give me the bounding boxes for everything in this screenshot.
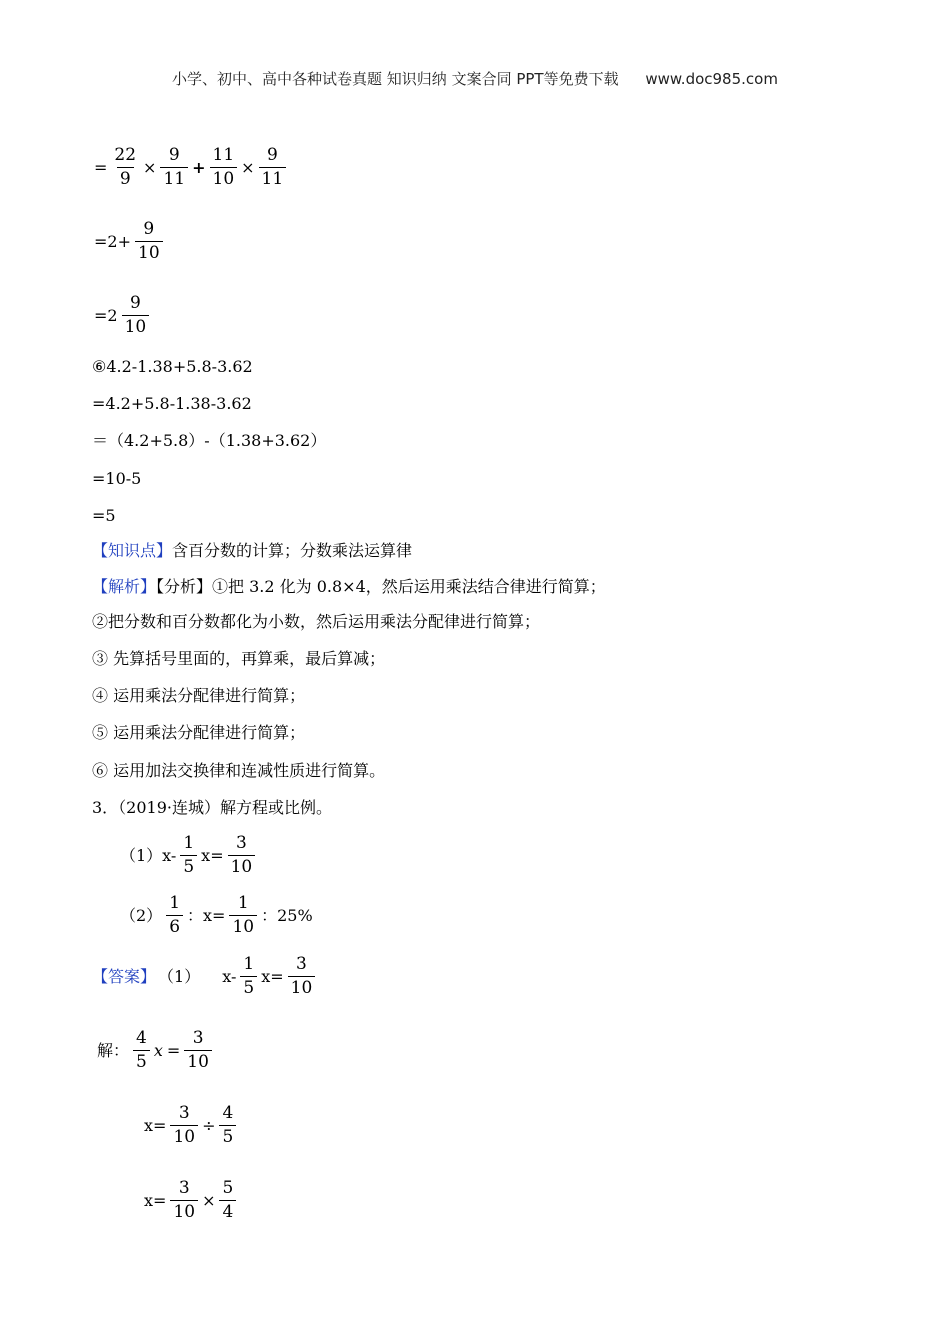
answer-solve-step: 解： $\frac{4}{5}$ x = $\frac{3}{10}$ [95, 1029, 214, 1072]
question-3-part-1: （1）x- $\frac{1}{5}$ x= $\frac{3}{10}$ [118, 834, 257, 877]
fraction: $\frac{1}{5}$ [180, 834, 197, 877]
problem-6-line: =4.2+5.8-1.38-3.62 [92, 394, 252, 413]
analysis-line: ③ 先算括号里面的，再算乘，最后算减； [92, 649, 386, 668]
question-3-title: 3．（2019·连城）解方程或比例。 [92, 798, 332, 817]
problem-6-line: =5 [92, 506, 116, 525]
analysis-line: ⑤ 运用乘法分配律进行简算； [92, 723, 306, 742]
answer-step-multiply: x= $\frac{3}{10}$ × $\frac{5}{4}$ [142, 1179, 238, 1222]
fraction: $\frac{11}{10}$ [210, 146, 238, 189]
analysis-line: ②把分数和百分数都化为小数，然后运用乘法分配律进行简算； [92, 612, 541, 631]
header-text: 小学、初中、高中各种试卷真题 知识归纳 文案合同 PPT等免费下载 [172, 70, 619, 88]
fraction: $\frac{22}{9}$ [114, 145, 137, 189]
fraction: $\frac{9}{11}$ [160, 146, 188, 189]
answer-tag: 【答案】 [92, 966, 157, 986]
question-3-part-2: （2） $\frac{1}{6}$ ：x= $\frac{1}{10}$ ：25% [120, 893, 313, 937]
fraction: $\frac{3}{10}$ [170, 1104, 198, 1147]
fraction: $\frac{9}{10}$ [122, 294, 150, 337]
analysis-tag: 【解析】 [92, 577, 157, 596]
fraction: $\frac{1}{6}$ [166, 894, 183, 937]
calc-step-sum: =2+ $\frac{9}{10}$ [92, 220, 165, 263]
fraction: $\frac{5}{4}$ [219, 1179, 236, 1222]
problem-6-line: =10-5 [92, 469, 142, 488]
analysis-line: ⑥ 运用加法交换律和连减性质进行简算。 [92, 761, 386, 780]
knowledge-point: 【知识点】含百分数的计算；分数乘法运算律 [92, 541, 413, 560]
fraction: $\frac{3}{10}$ [288, 955, 316, 998]
page-header [0, 68, 950, 89]
fraction: $\frac{3}{10}$ [228, 834, 256, 877]
fraction: $\frac{9}{11}$ [259, 146, 287, 189]
header-site: www.doc985.com [645, 70, 778, 88]
answer-step-divide: x= $\frac{3}{10}$ ÷ $\frac{4}{5}$ [142, 1104, 238, 1147]
analysis-line: ④ 运用乘法分配律进行简算； [92, 686, 306, 705]
fraction: $\frac{3}{10}$ [170, 1179, 198, 1222]
fraction: $\frac{4}{5}$ [133, 1029, 150, 1072]
fraction: $\frac{4}{5}$ [219, 1104, 236, 1147]
fraction: $\frac{1}{10}$ [229, 894, 257, 937]
fraction: $\frac{3}{10}$ [184, 1029, 212, 1072]
knowledge-tag: 【知识点】 [92, 541, 173, 560]
answer-header: 【答案】 （1） x- $\frac{1}{5}$ x= $\frac{3}{10}$ [92, 955, 317, 998]
problem-6-line: ⑥4.2-1.38+5.8-3.62 [92, 357, 253, 376]
fraction: $\frac{9}{10}$ [135, 220, 163, 263]
fraction: $\frac{1}{5}$ [240, 955, 257, 998]
analysis-line: 【解析】【分析】①把 3.2 化为 0.8×4，然后运用乘法结合律进行简算； [92, 577, 606, 596]
calc-step-mixed-number: =2 $\frac{9}{10}$ [92, 294, 151, 337]
problem-6-line: ＝（4.2+5.8）-（1.38+3.62） [92, 431, 327, 450]
calc-step-fraction-product: = $\frac{22}{9}$ × $\frac{9}{11}$ + $\frac{11}{10}$ × $\frac{9}{11}$ [92, 146, 288, 189]
